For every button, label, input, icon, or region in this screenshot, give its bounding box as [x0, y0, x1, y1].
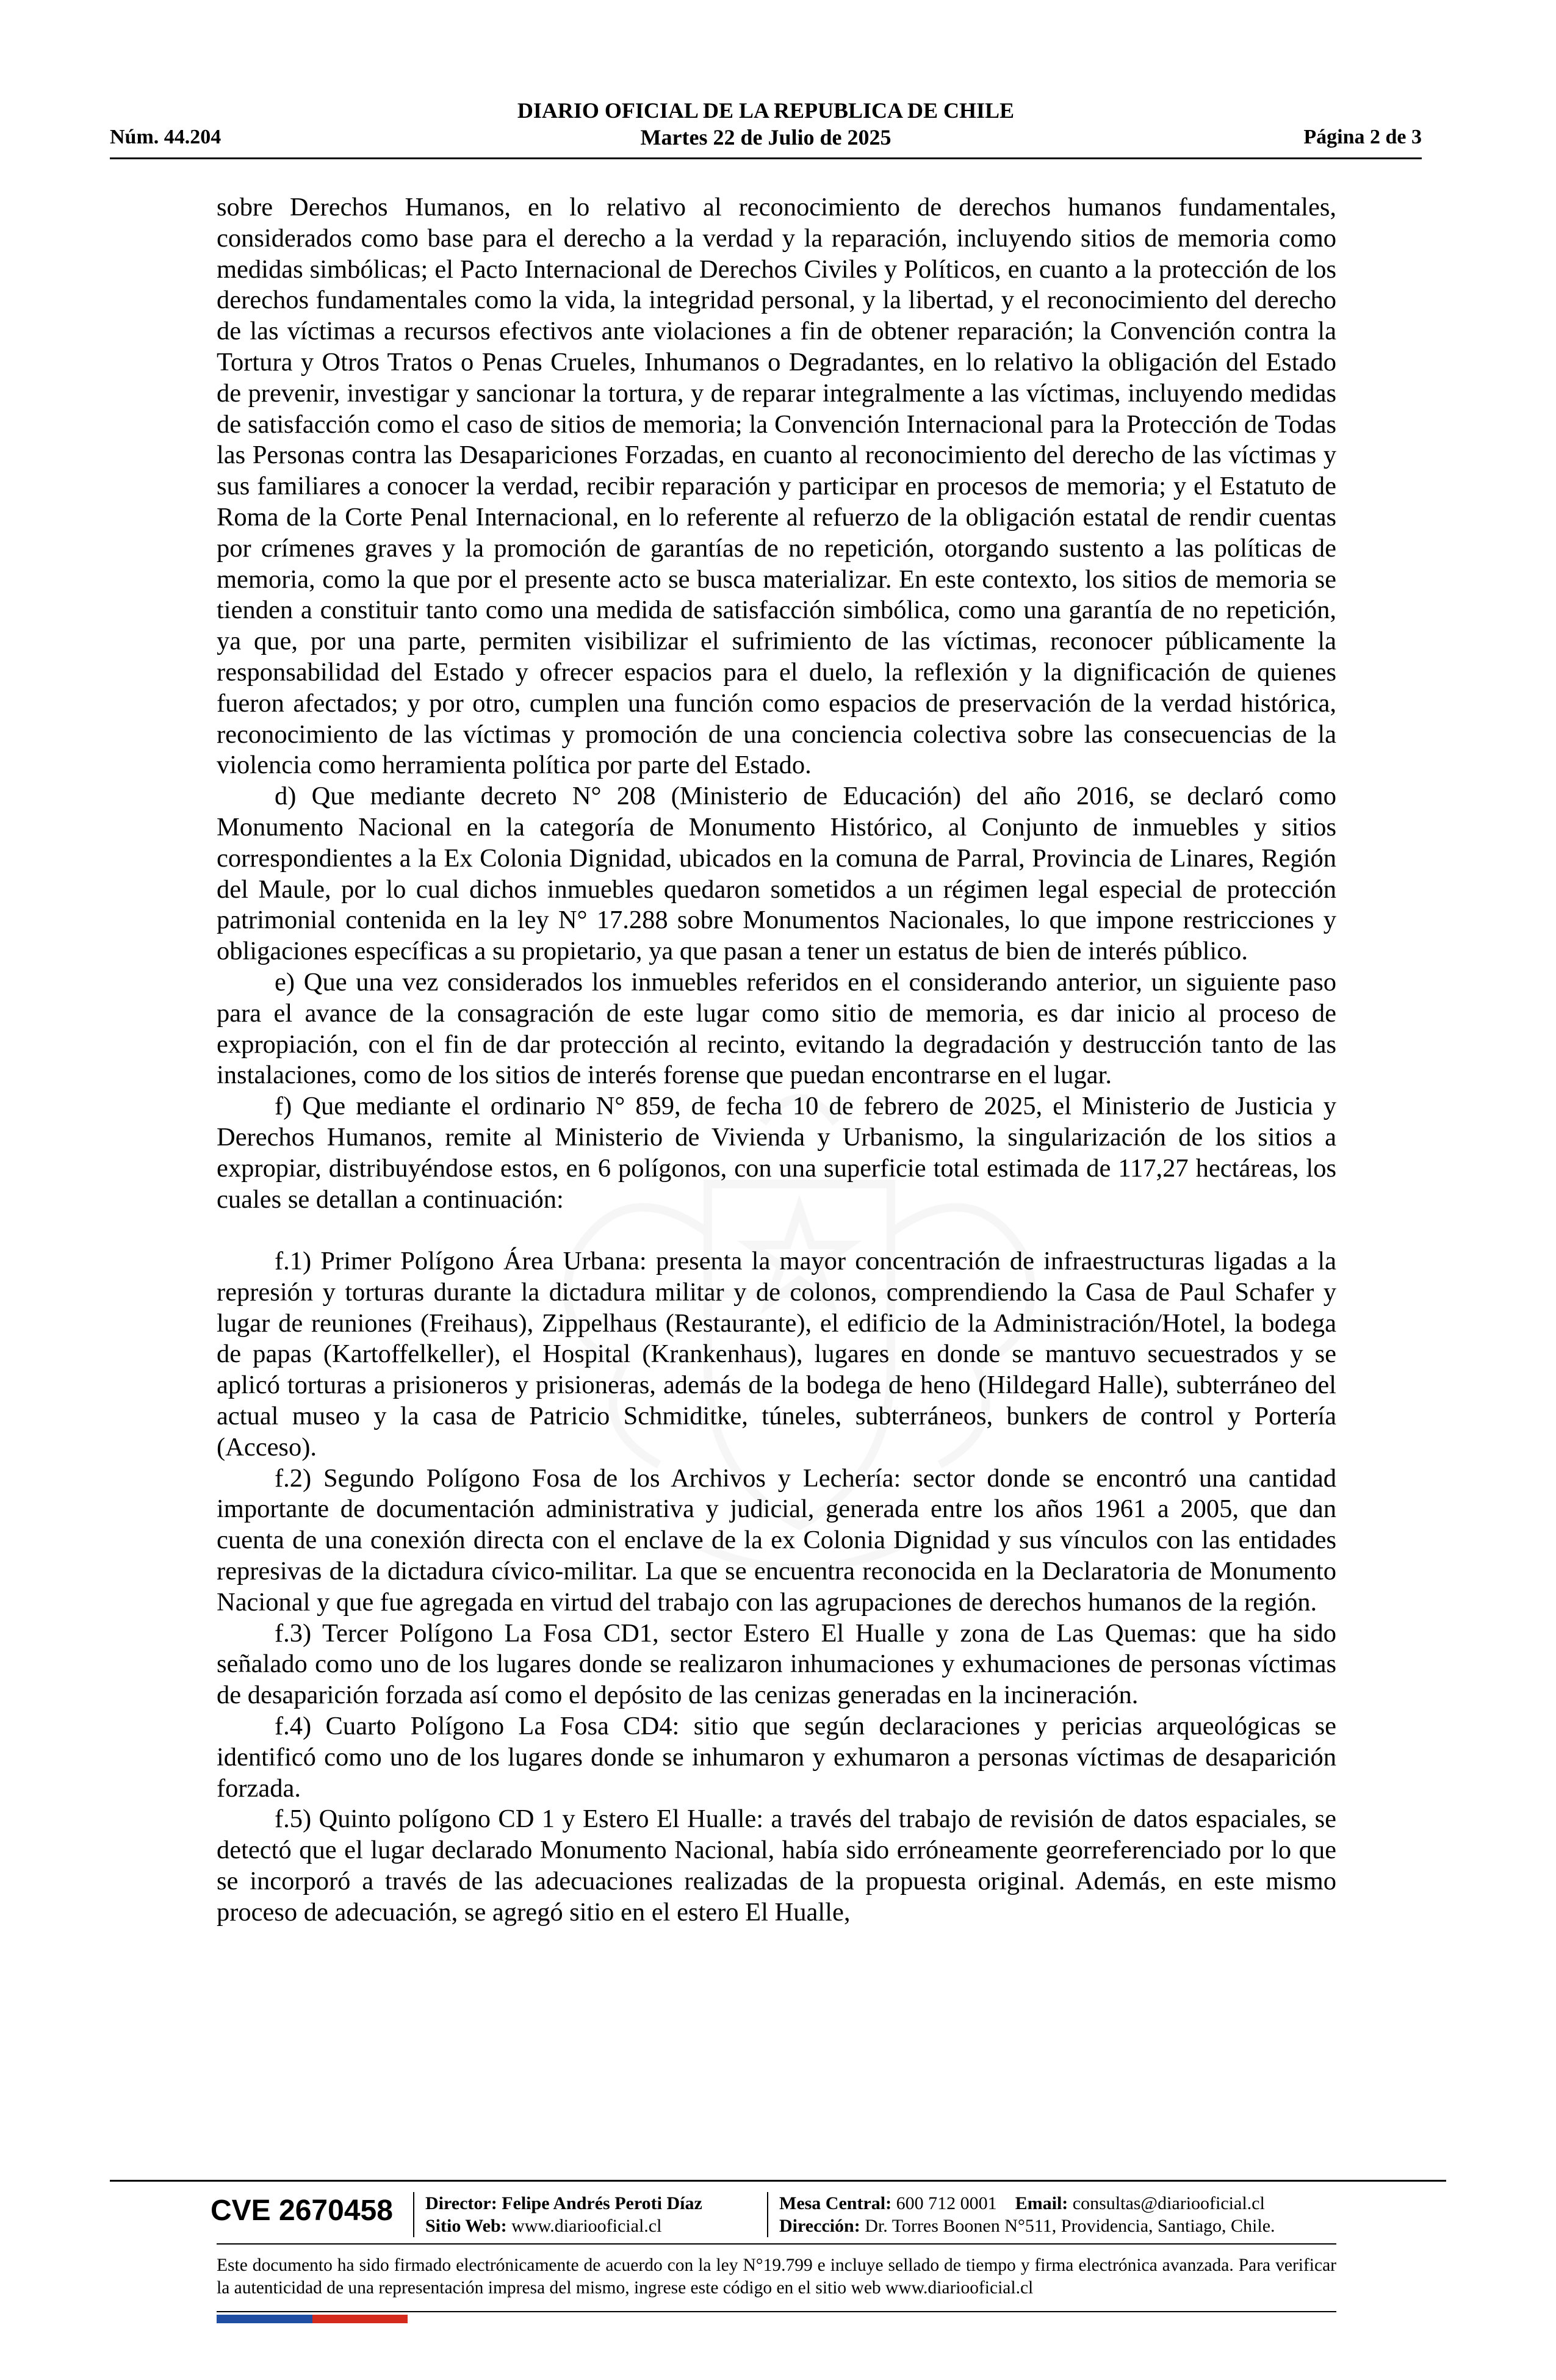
mesa-label: Mesa Central:: [779, 2193, 892, 2213]
header-rule: [110, 157, 1422, 159]
signature-note: Este documento ha sido firmado electrónicamente de acuerdo con la ley N°19.799 e incluye sellado de tiempo y firma electrónica avanzada. Para verificar la autenticidad de una representación impresa del mismo, ingrese este código en el sitio web www.diariooficial.cl: [217, 2256, 1336, 2298]
flag-stripe: [217, 2315, 408, 2323]
address-label: Dirección:: [779, 2216, 860, 2236]
document-body: [217, 192, 1336, 1928]
director-name: Felipe Andrés Peroti Díaz: [502, 2193, 702, 2213]
page-header: [110, 92, 1422, 159]
body-paragraph: f.1) Primer Polígono Área Urbana: presenta la mayor concentración de infraestructuras ligadas a la represión y torturas durante la dictadura militar y de colonos, comprendiendo la Casa de Paul Schafer y lugar de reuniones (Freihaus), Zippelhaus (Restaurante), el edificio de la Administración/Hotel, la bodega de papas (Kartoffelkeller), el Hospital (Krankenhaus), lugares en donde se mantuvo secuestrados y se aplicó torturas a prisioneros y prisioneras, además de la bodega de heno (Hildegard Halle), subterráneo del actual museo y la casa de Patricio Schmiditke, túneles, subterráneos, bunkers de control y Portería (Acceso).: [217, 1247, 1336, 1462]
email-label: Email:: [1015, 2193, 1068, 2213]
address-value: Dr. Torres Boonen N°511, Providencia, Santiago, Chile.: [865, 2216, 1275, 2236]
body-paragraph: f.5) Quinto polígono CD 1 y Estero El Hualle: a través del trabajo de revisión de datos espaciales, se detectó que el lugar declarado Monumento Nacional, había sido erróneamente georreferenciado por lo que se incorporó a través de las adecuaciones realizadas de la propuesta original. Además, en este mismo proceso de adecuación, se agregó sitio en el estero El Hualle,: [217, 1805, 1336, 1927]
cve-code: CVE 2670458: [211, 2194, 393, 2227]
footer-rule: [110, 2180, 1446, 2182]
footer-rule: [217, 2243, 1336, 2245]
body-paragraph: f.3) Tercer Polígono La Fosa CD1, sector Estero El Hualle y zona de Las Quemas: que ha sido señalado como uno de los lugares donde se realizaron inhumaciones y exhumaciones de personas víctimas de desaparición forzada así como el depósito de las cenizas generadas en la incineración.: [217, 1618, 1336, 1710]
issue-number: Núm. 44.204: [110, 126, 222, 148]
footer-director-block: [425, 2192, 702, 2237]
footer-separator: [767, 2192, 768, 2237]
body-paragraph: f) Que mediante el ordinario N° 859, de fecha 10 de febrero de 2025, el Ministerio de Justicia y Derechos Humanos, remite al Ministerio de Vivienda y Urbanismo, la singularización de los sitios a expropiar, distribuyéndose estos, en 6 polígonos, con una superficie total estimada de 117,27 hectáreas, los cuales se detallan a continuación:: [217, 1092, 1336, 1214]
gazette-title: DIARIO OFICIAL DE LA REPUBLICA DE CHILE: [517, 98, 1015, 123]
body-paragraph: f.2) Segundo Polígono Fosa de los Archivos y Lechería: sector donde se encontró una cantidad importante de documentación administrativa y judicial, generada entre los años 1961 a 2005, que dan cuenta de una conexión directa con el enclave de la ex Colonia Dignidad y sus vínculos con las entidades represivas de la dictadura cívico-militar. La que se encuentra reconocida en la Declaratoria de Monumento Nacional y que fue agregada en virtud del trabajo con las agrupaciones de derechos humanos de la región.: [217, 1463, 1336, 1617]
footer-contact-block: [779, 2192, 1275, 2237]
body-paragraph: d) Que mediante decreto N° 208 (Ministerio de Educación) del año 2016, se declaró como Monumento Nacional en la categoría de Monumento Histórico, al Conjunto de inmuebles y sitios correspondientes a la Ex Colonia Dignidad, ubicados en la comuna de Parral, Provincia de Linares, Región del Maule, por lo cual dichos inmuebles quedaron sometidos a un régimen legal especial de protección patrimonial contenida en la ley N° 17.288 sobre Monumentos Nacionales, lo que impone restricciones y obligaciones específicas a su propietario, ya que pasan a tener un estatus de bien de interés público.: [217, 782, 1336, 966]
site-link[interactable]: www.diariooficial.cl: [511, 2216, 662, 2236]
body-paragraph: e) Que una vez considerados los inmuebles referidos en el considerando anterior, un siguiente paso para el avance de la consagración de este lugar como sitio de memoria, es dar inicio al proceso de expropiación, con el fin de dar protección al recinto, evitando la degradación y destrucción tanto de las instalaciones, como de los sitios de interés forense que puedan encontrarse en el lugar.: [217, 967, 1336, 1090]
mesa-phone: 600 712 0001: [896, 2193, 997, 2213]
issue-date: Martes 22 de Julio de 2025: [640, 125, 891, 150]
footer-separator: [413, 2192, 414, 2237]
email-link[interactable]: consultas@diariooficial.cl: [1072, 2193, 1265, 2213]
page-indicator: Página 2 de 3: [1303, 126, 1422, 148]
director-label: Director:: [425, 2193, 497, 2213]
flag-blue-segment: [217, 2315, 312, 2323]
body-paragraph: sobre Derechos Humanos, en lo relativo al reconocimiento de derechos humanos fundamentales, considerados como base para el derecho a la verdad y la reparación, incluyendo sitios de memoria como medidas simbólicas; el Pacto Internacional de Derechos Civiles y Políticos, en cuanto a la protección de los derechos fundamentales como la vida, la integridad personal, y la libertad, y el reconocimiento del derecho de las víctimas a recursos efectivos ante violaciones a fin de obtener reparación; la Convención contra la Tortura y Otros Tratos o Penas Crueles, Inhumanos o Degradantes, en lo relativo la obligación del Estado de prevenir, investigar y sancionar la tortura, y de reparar integralmente a las víctimas, incluyendo medidas de satisfacción como el caso de sitios de memoria; la Convención Internacional para la Protección de Todas las Personas contra las Desapariciones Forzadas, en cuanto al reconocimiento del derecho de las víctimas y sus familiares a conocer la verdad, recibir reparación y participar en procesos de memoria; y el Estatuto de Roma de la Corte Penal Internacional, en lo referente al refuerzo de la obligación estatal de rendir cuentas por crímenes graves y la promoción de garantías de no repetición, otorgando sustento a las políticas de memoria, como la que por el presente acto se busca materializar. En este contexto, los sitios de memoria se tienden a constituir tanto como una medida de satisfacción simbólica, como una garantía de no repetición, ya que, por una parte, permiten visibilizar el sufrimiento de las víctimas, reconocer públicamente la responsabilidad del Estado y ofrecer espacios para el duelo, la reflexión y la dignificación de quienes fueron afectados; y por otro, cumplen una función como espacios de preservación de la verdad histórica, reconocimiento de las víctimas y promoción de una conciencia colectiva sobre las consecuencias de la violencia como herramienta política por parte del Estado.: [217, 193, 1336, 780]
footer-rule: [217, 2311, 1336, 2312]
flag-red-segment: [312, 2315, 408, 2323]
site-label: Sitio Web:: [425, 2216, 507, 2236]
body-paragraph: f.4) Cuarto Polígono La Fosa CD4: sitio que según declaraciones y pericias arqueológicas se identificó como uno de los lugares donde se inhumaron y exhumaron a personas víctimas de desaparición forzada.: [217, 1712, 1336, 1803]
